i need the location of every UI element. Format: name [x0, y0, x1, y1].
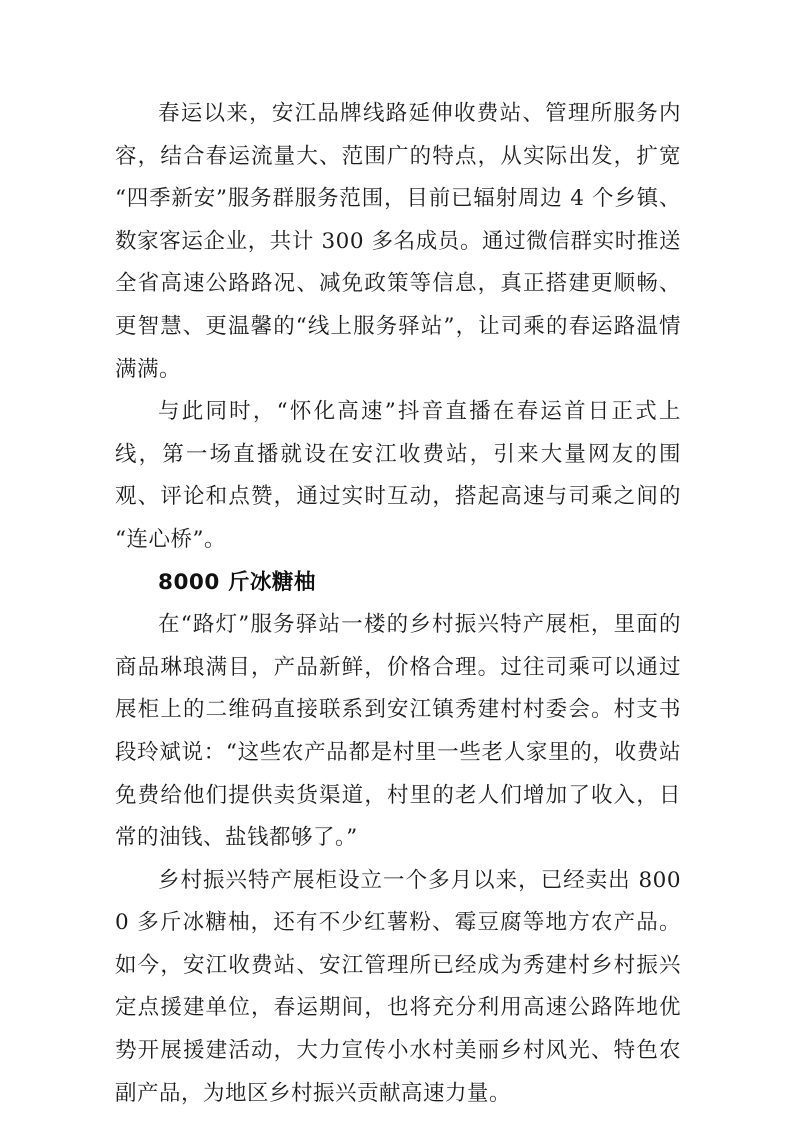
- paragraph-rural-revitalization: 乡村振兴特产展柜设立一个多月以来，已经卖出 8000 多斤冰糖柚，还有不少红薯粉、霉豆腐等地方农产品。如今，安江收费站、安江管理所已经成为秀建村乡村振兴定点援建单位，春运期间，也将充分利用高速公路阵地优势开展援建活动，大力宣传小水村美丽乡村风光、特色农副产品，为地区乡村振兴贡献高速力量。: [115, 867, 681, 1106]
- paragraph-douyin-live: 与此同时，“怀化高速”抖音直播在春运首日正式上线，第一场直播就设在安江收费站，引来大量网友的围观、评论和点赞，通过实时互动，搭起高速与司乘之间的“连心桥”。: [115, 399, 681, 552]
- document-body: [115, 93, 681, 1115]
- paragraph-chunyun-service: 春运以来，安江品牌线路延伸收费站、管理所服务内容，结合春运流量大、范围广的特点，从实际出发，扩宽“四季新安”服务群服务范围，目前已辐射周边 4 个乡镇、数家客运企业，共计 300 多名成员。通过微信群实时推送全省高速公路路况、减免政策等信息，真正搭建更顺畅、更智慧、更温馨的“线上服务驿站”，让司乘的春运路温情满满。: [115, 101, 681, 382]
- paragraph-special-product-counter: 在“路灯”服务驿站一楼的乡村振兴特产展柜，里面的商品琳琅满目，产品新鲜，价格合理。过往司乘可以通过展柜上的二维码直接联系到安江镇秀建村村委会。村支书段玲斌说：“这些农产品都是村里一些老人家里的，收费站免费给他们提供卖货渠道，村里的老人们增加了收入，日常的油钱、盐钱都够了。”: [115, 612, 681, 851]
- section-heading-bingtangyou: 8000 斤冰糖柚: [158, 569, 316, 595]
